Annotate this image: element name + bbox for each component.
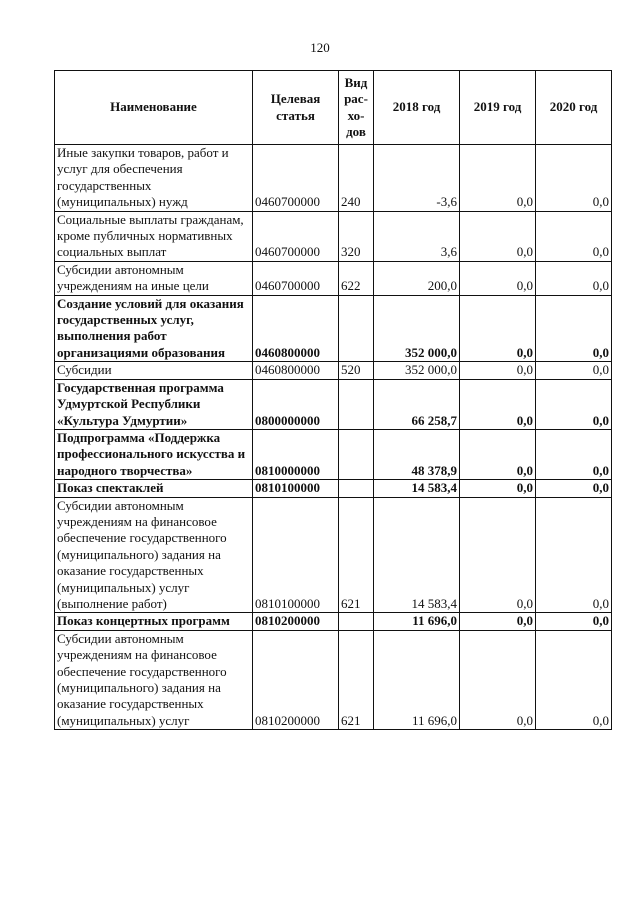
cell-2020: 0,0	[536, 613, 612, 630]
cell-name: Государственная программа Удмуртской Республики «Культура Удмуртии»	[55, 379, 253, 429]
cell-2019: 0,0	[460, 211, 536, 261]
cell-expense-type: 240	[339, 145, 374, 212]
cell-2018: 352 000,0	[374, 362, 460, 379]
cell-expense-type	[339, 379, 374, 429]
header-name: Наименование	[55, 71, 253, 145]
cell-name: Субсидии автономным учреждениям на иные цели	[55, 261, 253, 295]
table-header-row	[55, 71, 612, 145]
table-row	[55, 497, 612, 613]
table-row	[55, 295, 612, 362]
cell-2020: 0,0	[536, 379, 612, 429]
cell-expense-type: 320	[339, 211, 374, 261]
cell-2020: 0,0	[536, 145, 612, 212]
table-row	[55, 211, 612, 261]
cell-name: Создание условий для оказания государственных услуг, выполнения работ организациями образования	[55, 295, 253, 362]
cell-2018: 11 696,0	[374, 630, 460, 729]
cell-2019: 0,0	[460, 630, 536, 729]
cell-target-article: 0810100000	[253, 497, 339, 613]
cell-2018: 14 583,4	[374, 480, 460, 497]
cell-2018: 352 000,0	[374, 295, 460, 362]
cell-target-article: 0460700000	[253, 261, 339, 295]
cell-name: Подпрограмма «Поддержка профессионального искусства и народного творчества»	[55, 429, 253, 479]
cell-expense-type: 621	[339, 497, 374, 613]
header-2018: 2018 год	[374, 71, 460, 145]
table-row	[55, 379, 612, 429]
table-row	[55, 480, 612, 497]
header-expense-type: Вид рас-хо-дов	[339, 71, 374, 145]
header-target-article: Целевая статья	[253, 71, 339, 145]
cell-2019: 0,0	[460, 429, 536, 479]
page-number: 120	[310, 40, 330, 55]
table-row	[55, 145, 612, 212]
table-row	[55, 429, 612, 479]
cell-2020: 0,0	[536, 362, 612, 379]
cell-expense-type	[339, 613, 374, 630]
table-row	[55, 613, 612, 630]
cell-target-article: 0810100000	[253, 480, 339, 497]
cell-2019: 0,0	[460, 613, 536, 630]
cell-2020: 0,0	[536, 480, 612, 497]
cell-expense-type	[339, 429, 374, 479]
cell-expense-type: 621	[339, 630, 374, 729]
cell-target-article: 0460700000	[253, 145, 339, 212]
cell-2019: 0,0	[460, 145, 536, 212]
cell-name: Субсидии автономным учреждениям на финансовое обеспечение государственного (муниципального) задания на оказание государственных (муниципальных) услуг (выполнение работ)	[55, 497, 253, 613]
cell-name: Социальные выплаты гражданам, кроме публичных нормативных социальных выплат	[55, 211, 253, 261]
cell-2018: 66 258,7	[374, 379, 460, 429]
cell-target-article: 0810000000	[253, 429, 339, 479]
table-row	[55, 261, 612, 295]
cell-2020: 0,0	[536, 295, 612, 362]
cell-2019: 0,0	[460, 480, 536, 497]
header-2019: 2019 год	[460, 71, 536, 145]
cell-expense-type: 622	[339, 261, 374, 295]
cell-2019: 0,0	[460, 497, 536, 613]
cell-2020: 0,0	[536, 630, 612, 729]
cell-expense-type	[339, 295, 374, 362]
cell-2019: 0,0	[460, 362, 536, 379]
cell-target-article: 0460700000	[253, 211, 339, 261]
cell-name: Показ концертных программ	[55, 613, 253, 630]
cell-target-article: 0460800000	[253, 295, 339, 362]
cell-2018: 3,6	[374, 211, 460, 261]
cell-target-article: 0800000000	[253, 379, 339, 429]
cell-2020: 0,0	[536, 497, 612, 613]
cell-2018: 14 583,4	[374, 497, 460, 613]
cell-name: Субсидии автономным учреждениям на финансовое обеспечение государственного (муниципального) задания на оказание государственных (муниципальных) услуг	[55, 630, 253, 729]
table-row	[55, 630, 612, 729]
cell-name: Показ спектаклей	[55, 480, 253, 497]
header-2020: 2020 год	[536, 71, 612, 145]
cell-target-article: 0810200000	[253, 613, 339, 630]
budget-table	[54, 70, 612, 730]
cell-expense-type	[339, 480, 374, 497]
cell-2018: 48 378,9	[374, 429, 460, 479]
cell-target-article: 0810200000	[253, 630, 339, 729]
cell-2020: 0,0	[536, 211, 612, 261]
cell-2020: 0,0	[536, 429, 612, 479]
cell-name: Субсидии	[55, 362, 253, 379]
cell-2019: 0,0	[460, 379, 536, 429]
cell-2018: 200,0	[374, 261, 460, 295]
table-row	[55, 362, 612, 379]
cell-expense-type: 520	[339, 362, 374, 379]
cell-2018: -3,6	[374, 145, 460, 212]
cell-2020: 0,0	[536, 261, 612, 295]
cell-target-article: 0460800000	[253, 362, 339, 379]
cell-2018: 11 696,0	[374, 613, 460, 630]
cell-name: Иные закупки товаров, работ и услуг для обеспечения государственных (муниципальных) нужд	[55, 145, 253, 212]
cell-2019: 0,0	[460, 295, 536, 362]
cell-2019: 0,0	[460, 261, 536, 295]
